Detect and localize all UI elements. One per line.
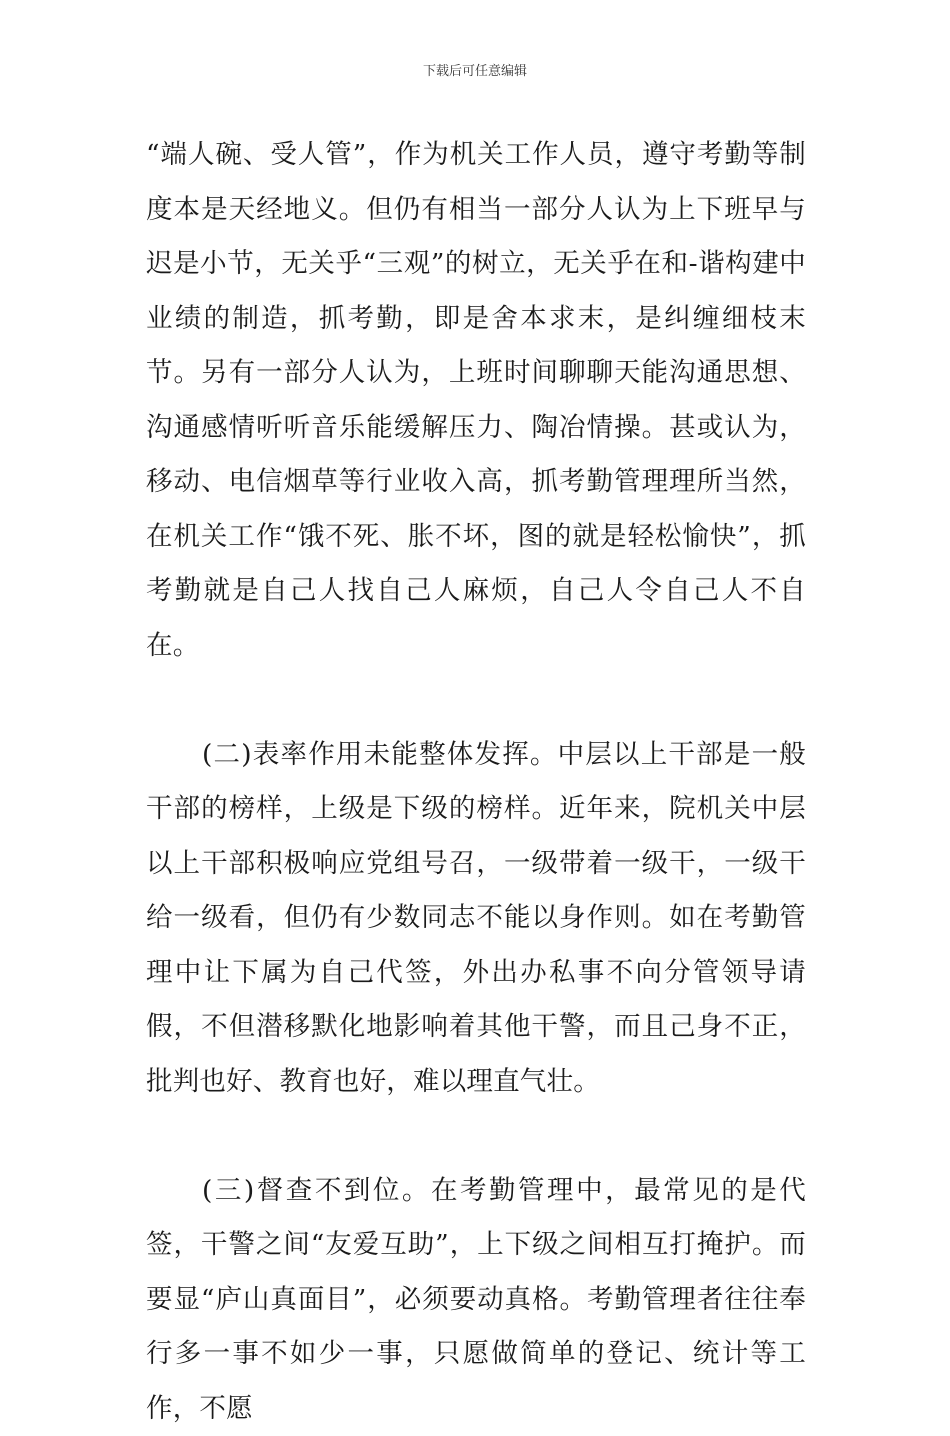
paragraph-attendance-attitude: “端人碗、受人管”，作为机关工作人员，遵守考勤等制度本是天经地义。但仍有相当一部分人认为上下班早与迟是小节，无关乎“三观”的树立，无关乎在和-谐构建中业绩的制造，抓考勤，即是舍本求末，是纠缠细枝末节。另有一部分人认为，上班时间聊聊天能沟通思想、沟通感情听听音乐能缓解压力、陶冶情操。甚或认为，移动、电信烟草等行业收入高，抓考勤管理理所当然，在机关工作“饿不死、胀不坏，图的就是轻松愉快”，抓考勤就是自己人找自己人麻烦，自己人令自己人不自在。 [146, 128, 806, 673]
page-header: 下载后可任意编辑 [0, 64, 950, 80]
paragraph-spacer [146, 1109, 806, 1164]
document-body [146, 128, 806, 1436]
paragraph-supervision: (三)督查不到位。在考勤管理中，最常见的是代签，干警之间“友爱互助”，上下级之间相互打掩护。而要显“庐山真面目”，必须要动真格。考勤管理者往往奉行多一事不如少一事，只愿做简单的登记、统计等工作，不愿 [146, 1164, 806, 1436]
paragraph-spacer [146, 673, 806, 728]
paragraph-leadership-example: (二)表率作用未能整体发挥。中层以上干部是一般干部的榜样，上级是下级的榜样。近年来，院机关中层以上干部积极响应党组号召，一级带着一级干，一级干给一级看，但仍有少数同志不能以身作则。如在考勤管理中让下属为自己代签，外出办私事不向分管领导请假，不但潜移默化地影响着其他干警，而且己身不正，批判也好、教育也好，难以理直气壮。 [146, 728, 806, 1110]
